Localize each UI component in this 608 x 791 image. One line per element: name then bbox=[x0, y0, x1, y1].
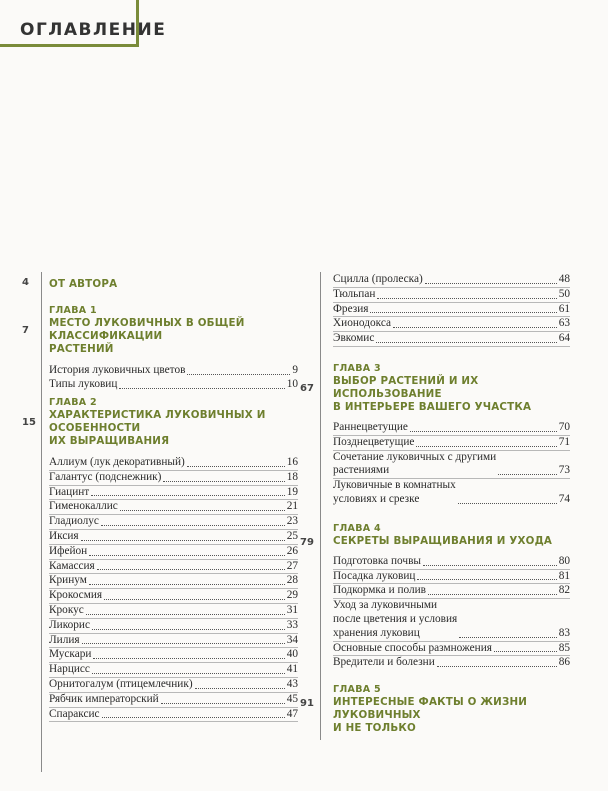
entry-title: Нарцисс bbox=[49, 663, 90, 676]
dot-leader bbox=[102, 717, 285, 718]
dot-leader bbox=[91, 495, 284, 496]
toc-entry[interactable] bbox=[333, 555, 570, 570]
toc-entry[interactable] bbox=[49, 515, 298, 530]
chapter-2-continued-entries bbox=[333, 273, 570, 347]
dot-leader bbox=[86, 614, 285, 615]
entry-title: Позднецветущие bbox=[333, 435, 415, 448]
toc-entry[interactable] bbox=[49, 574, 298, 589]
entry-title: Основные способы размножения bbox=[333, 641, 492, 654]
toc-entry[interactable] bbox=[333, 303, 570, 318]
entry-page: 48 bbox=[558, 273, 570, 285]
dot-leader bbox=[376, 342, 556, 343]
entry-page: 9 bbox=[292, 364, 298, 376]
toc-entry[interactable] bbox=[49, 648, 298, 663]
toc-section-author bbox=[22, 269, 298, 305]
dot-leader bbox=[163, 481, 284, 482]
dot-leader bbox=[104, 599, 285, 600]
entry-title: Галантус (подснежник) bbox=[49, 470, 162, 483]
entry-page: 21 bbox=[286, 500, 298, 513]
dot-leader bbox=[93, 658, 284, 659]
entry-page: 43 bbox=[286, 677, 298, 690]
entry-page: 83 bbox=[558, 626, 570, 639]
entry-page: 31 bbox=[286, 603, 298, 616]
toc-entry[interactable] bbox=[49, 589, 298, 604]
entry-title: Мускари bbox=[49, 648, 92, 661]
toc-left-column bbox=[22, 269, 298, 722]
corner-rule-horizontal bbox=[0, 44, 139, 47]
entry-title: Сцилла (пролеска) bbox=[333, 273, 423, 285]
entry-page: 82 bbox=[558, 584, 570, 597]
dot-leader bbox=[494, 651, 557, 652]
entry-page: 71 bbox=[558, 435, 570, 448]
dot-leader bbox=[97, 569, 285, 570]
entry-title: Кринум bbox=[49, 574, 87, 587]
toc-entry[interactable] bbox=[49, 530, 298, 545]
entry-title: Подготовка почвы bbox=[333, 554, 422, 567]
entry-title: Лилия bbox=[49, 633, 80, 646]
toc-entry[interactable] bbox=[49, 486, 298, 501]
chapter-label: ГЛАВА 5 bbox=[333, 684, 381, 696]
entry-title: Посадка луковиц bbox=[333, 569, 416, 582]
toc-entry[interactable] bbox=[49, 364, 298, 378]
entry-title: Крокосмия bbox=[49, 589, 103, 602]
dot-leader bbox=[187, 466, 285, 467]
chapter-label: ГЛАВА 2 bbox=[49, 397, 97, 408]
toc-entry[interactable] bbox=[49, 471, 298, 486]
dot-leader bbox=[425, 283, 557, 284]
dot-leader bbox=[92, 673, 285, 674]
entry-page: 41 bbox=[286, 663, 298, 676]
section-title[interactable]: ОТ АВТОРА bbox=[49, 278, 118, 290]
entry-title: Орнитогалум (птицемлечник) bbox=[49, 677, 193, 690]
entry-title: Типы луковиц bbox=[49, 377, 118, 390]
entry-title: Крокус bbox=[49, 603, 84, 616]
entry-title: Раннецветущие bbox=[333, 420, 408, 433]
dot-leader bbox=[119, 388, 284, 389]
entry-title: Аллиум (лук декоративный) bbox=[49, 456, 185, 468]
chapter-title[interactable]: ХАРАКТЕРИСТИКА ЛУКОВИЧНЫХ И ОСОБЕННОСТИ ИХ ВЫРАЩИВАНИЯ bbox=[49, 409, 266, 447]
entry-title: Иксия bbox=[49, 529, 79, 542]
entry-title: Луковичные в комнатных условиях и срезке bbox=[333, 479, 456, 505]
dot-leader bbox=[370, 312, 556, 313]
dot-leader bbox=[416, 446, 556, 447]
chapter-page-number[interactable]: 91 bbox=[300, 698, 314, 710]
chapter-label: ГЛАВА 3 bbox=[333, 362, 381, 374]
entry-page: 33 bbox=[286, 618, 298, 631]
toc-chapter-3 bbox=[300, 362, 570, 507]
toc-entry[interactable] bbox=[49, 619, 298, 634]
chapter-title[interactable]: МЕСТО ЛУКОВИЧНЫХ В ОБЩЕЙ КЛАССИФИКАЦИИ РАСТЕНИЙ bbox=[49, 317, 245, 355]
entry-page: 27 bbox=[286, 559, 298, 572]
toc-right-column bbox=[300, 269, 570, 735]
entry-title: Уход за луковичными после цветения и условия хранения луковиц bbox=[333, 599, 458, 639]
entry-title: Фрезия bbox=[333, 302, 369, 315]
dot-leader bbox=[187, 374, 290, 375]
toc-entry[interactable] bbox=[49, 693, 298, 708]
chapter-title[interactable]: СЕКРЕТЫ ВЫРАЩИВАНИЯ И УХОДА bbox=[333, 534, 553, 547]
entry-title: Гладиолус bbox=[49, 515, 99, 528]
chapter-label: ГЛАВА 4 bbox=[333, 522, 381, 534]
chapter-label: ГЛАВА 1 bbox=[49, 305, 97, 316]
chapter-page-number[interactable]: 15 bbox=[22, 417, 36, 428]
page-title: ОГЛАВЛЕНИЕ bbox=[20, 20, 167, 40]
toc-entry[interactable] bbox=[333, 584, 570, 599]
dot-leader bbox=[417, 579, 556, 580]
entry-title: Тюльпан bbox=[333, 287, 376, 300]
toc-entry[interactable] bbox=[49, 663, 298, 678]
dot-leader bbox=[81, 540, 285, 541]
dot-leader bbox=[377, 298, 556, 299]
toc-chapter-2 bbox=[22, 397, 298, 722]
dot-leader bbox=[459, 637, 556, 638]
chapter-title[interactable]: ИНТЕРЕСНЫЕ ФАКТЫ О ЖИЗНИ ЛУКОВИЧНЫХ И НЕ ТОЛЬКО bbox=[333, 696, 528, 735]
entry-title: Спараксис bbox=[49, 707, 100, 720]
entry-title: Гиацинт bbox=[49, 485, 90, 498]
toc-entry[interactable] bbox=[49, 708, 298, 723]
section-page-number[interactable]: 4 bbox=[22, 277, 29, 288]
entry-page: 28 bbox=[286, 574, 298, 587]
dot-leader bbox=[393, 327, 557, 328]
toc-chapter-1 bbox=[22, 305, 298, 397]
entry-page: 16 bbox=[286, 456, 298, 468]
entry-page: 25 bbox=[286, 529, 298, 542]
chapter-title[interactable]: ВЫБОР РАСТЕНИЙ И ИХ ИСПОЛЬЗОВАНИЕ В ИНТЕРЬЕРЕ ВАШЕГО УЧАСТКА bbox=[333, 374, 532, 413]
toc-entry[interactable] bbox=[333, 436, 570, 451]
entry-page: 74 bbox=[558, 492, 570, 505]
toc-entry[interactable] bbox=[49, 604, 298, 619]
toc-chapter-5 bbox=[300, 684, 570, 735]
dot-leader bbox=[428, 594, 557, 595]
toc-entry[interactable] bbox=[333, 642, 570, 657]
entry-page: 86 bbox=[558, 656, 570, 669]
entry-page: 81 bbox=[558, 569, 570, 582]
entry-page: 19 bbox=[286, 485, 298, 498]
entry-page: 85 bbox=[558, 641, 570, 654]
dot-leader bbox=[161, 703, 285, 704]
entry-page: 80 bbox=[558, 554, 570, 567]
dot-leader bbox=[458, 503, 557, 504]
dot-leader bbox=[498, 474, 556, 475]
chapter-page-number[interactable]: 79 bbox=[300, 536, 314, 548]
entry-title: Сочетание луковичных с другими растениями bbox=[333, 450, 497, 477]
entry-page: 70 bbox=[558, 420, 570, 433]
entry-page: 61 bbox=[558, 302, 570, 315]
toc-entry[interactable] bbox=[333, 656, 570, 670]
toc-entry[interactable] bbox=[333, 421, 570, 436]
entry-title: Подкормка и полив bbox=[333, 584, 427, 597]
entry-title: Ликорис bbox=[49, 618, 90, 631]
dot-leader bbox=[423, 565, 557, 566]
entry-page: 34 bbox=[286, 633, 298, 646]
chapter-page-number[interactable]: 67 bbox=[300, 382, 314, 394]
entry-title: Рябчик императорский bbox=[49, 692, 159, 705]
toc-entry[interactable] bbox=[333, 332, 570, 347]
toc-entry[interactable] bbox=[49, 545, 298, 560]
entry-title: История луковичных цветов bbox=[49, 364, 186, 376]
dot-leader bbox=[89, 584, 285, 585]
entry-page: 64 bbox=[558, 332, 570, 345]
toc-chapter-4 bbox=[300, 522, 570, 670]
entry-page: 73 bbox=[558, 464, 570, 477]
entry-page: 45 bbox=[286, 692, 298, 705]
toc-entry[interactable] bbox=[49, 634, 298, 649]
toc-entry[interactable] bbox=[49, 678, 298, 693]
entry-page: 23 bbox=[286, 515, 298, 528]
dot-leader bbox=[120, 510, 285, 511]
toc-entry[interactable] bbox=[333, 273, 570, 288]
toc-entry[interactable] bbox=[49, 500, 298, 515]
toc-entry[interactable] bbox=[49, 560, 298, 575]
dot-leader bbox=[410, 431, 557, 432]
entry-page: 50 bbox=[558, 287, 570, 300]
toc-entry[interactable] bbox=[333, 599, 570, 641]
dot-leader bbox=[82, 643, 285, 644]
entry-title: Хионодокса bbox=[333, 317, 391, 330]
dot-leader bbox=[195, 688, 285, 689]
toc-entry[interactable] bbox=[49, 378, 298, 392]
toc-entry[interactable] bbox=[333, 288, 570, 303]
entry-page: 26 bbox=[286, 544, 298, 557]
entry-page: 29 bbox=[286, 589, 298, 602]
entry-page: 10 bbox=[286, 377, 298, 390]
toc-entry[interactable] bbox=[333, 317, 570, 332]
toc-entry[interactable] bbox=[333, 479, 570, 507]
entry-title: Камассия bbox=[49, 559, 95, 572]
entry-page: 40 bbox=[286, 648, 298, 661]
toc-entry[interactable] bbox=[333, 451, 570, 480]
entry-page: 18 bbox=[286, 470, 298, 483]
entry-title: Ифейон bbox=[49, 544, 88, 557]
chapter-2-entries bbox=[49, 456, 298, 722]
dot-leader bbox=[89, 555, 284, 556]
dot-leader bbox=[437, 666, 557, 667]
dot-leader bbox=[101, 525, 285, 526]
toc-entry[interactable] bbox=[333, 570, 570, 585]
dot-leader bbox=[92, 629, 285, 630]
entry-title: Вредители и болезни bbox=[333, 656, 435, 669]
chapter-page-number[interactable]: 7 bbox=[22, 325, 29, 336]
entry-page: 47 bbox=[286, 707, 298, 720]
entry-title: Гименокаллис bbox=[49, 500, 118, 513]
toc-entry[interactable] bbox=[49, 456, 298, 471]
entry-title: Эвкомис bbox=[333, 332, 375, 345]
entry-page: 63 bbox=[558, 317, 570, 330]
